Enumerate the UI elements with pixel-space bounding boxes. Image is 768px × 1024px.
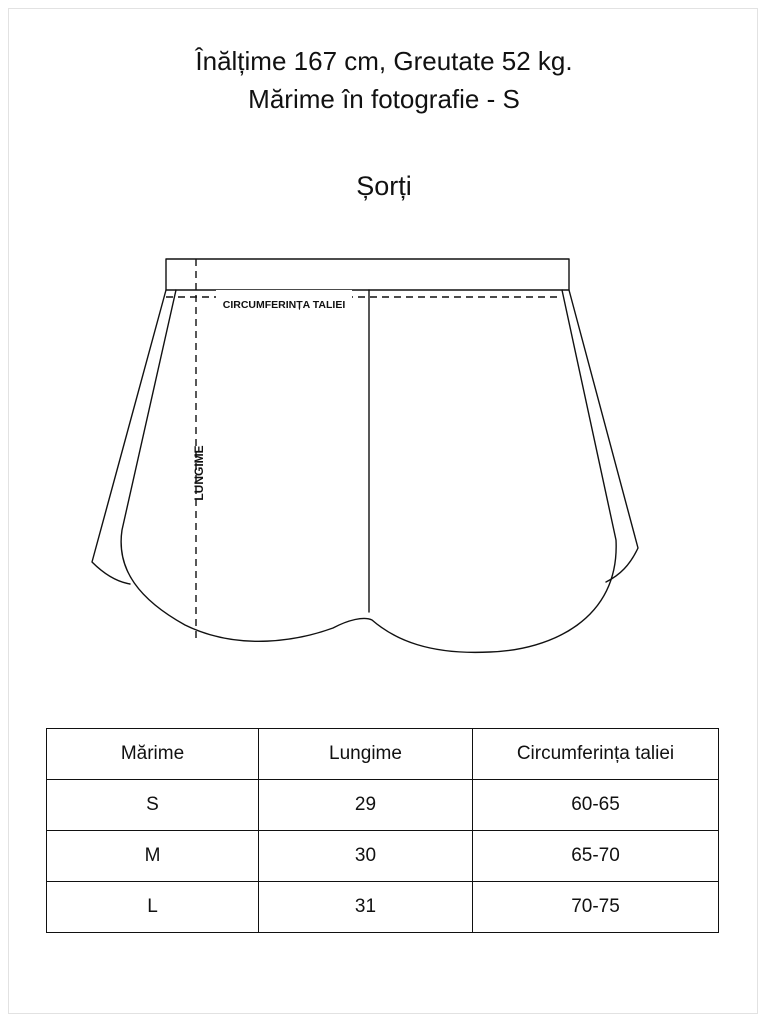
waistband [166, 259, 569, 290]
size-table [46, 728, 719, 933]
length-label: LUNGIME [192, 445, 206, 501]
cell-length: 31 [259, 882, 473, 933]
product-title: Șorți [356, 171, 412, 201]
cell-size: S [47, 780, 259, 831]
column-header-waist: Circumferința taliei [473, 729, 719, 780]
column-header-size: Mărime [47, 729, 259, 780]
cell-waist: 70-75 [473, 882, 719, 933]
table-header-row [47, 729, 719, 780]
cell-waist: 65-70 [473, 831, 719, 882]
column-header-length: Lungime [259, 729, 473, 780]
cell-size: L [47, 882, 259, 933]
size-in-photo: Mărime în fotografie - S [248, 84, 520, 114]
cell-size: M [47, 831, 259, 882]
waist-label: CIRCUMFERINȚA TALIEI [222, 299, 346, 311]
left-side-panel [92, 290, 166, 584]
cell-length: 29 [259, 780, 473, 831]
cell-length: 30 [259, 831, 473, 882]
table-row [47, 831, 719, 882]
model-measurements: Înălțime 167 cm, Greutate 52 kg. [195, 46, 573, 76]
right-side-panel [569, 290, 638, 582]
table-row [47, 882, 719, 933]
cell-waist: 60-65 [473, 780, 719, 831]
table-row [47, 780, 719, 831]
